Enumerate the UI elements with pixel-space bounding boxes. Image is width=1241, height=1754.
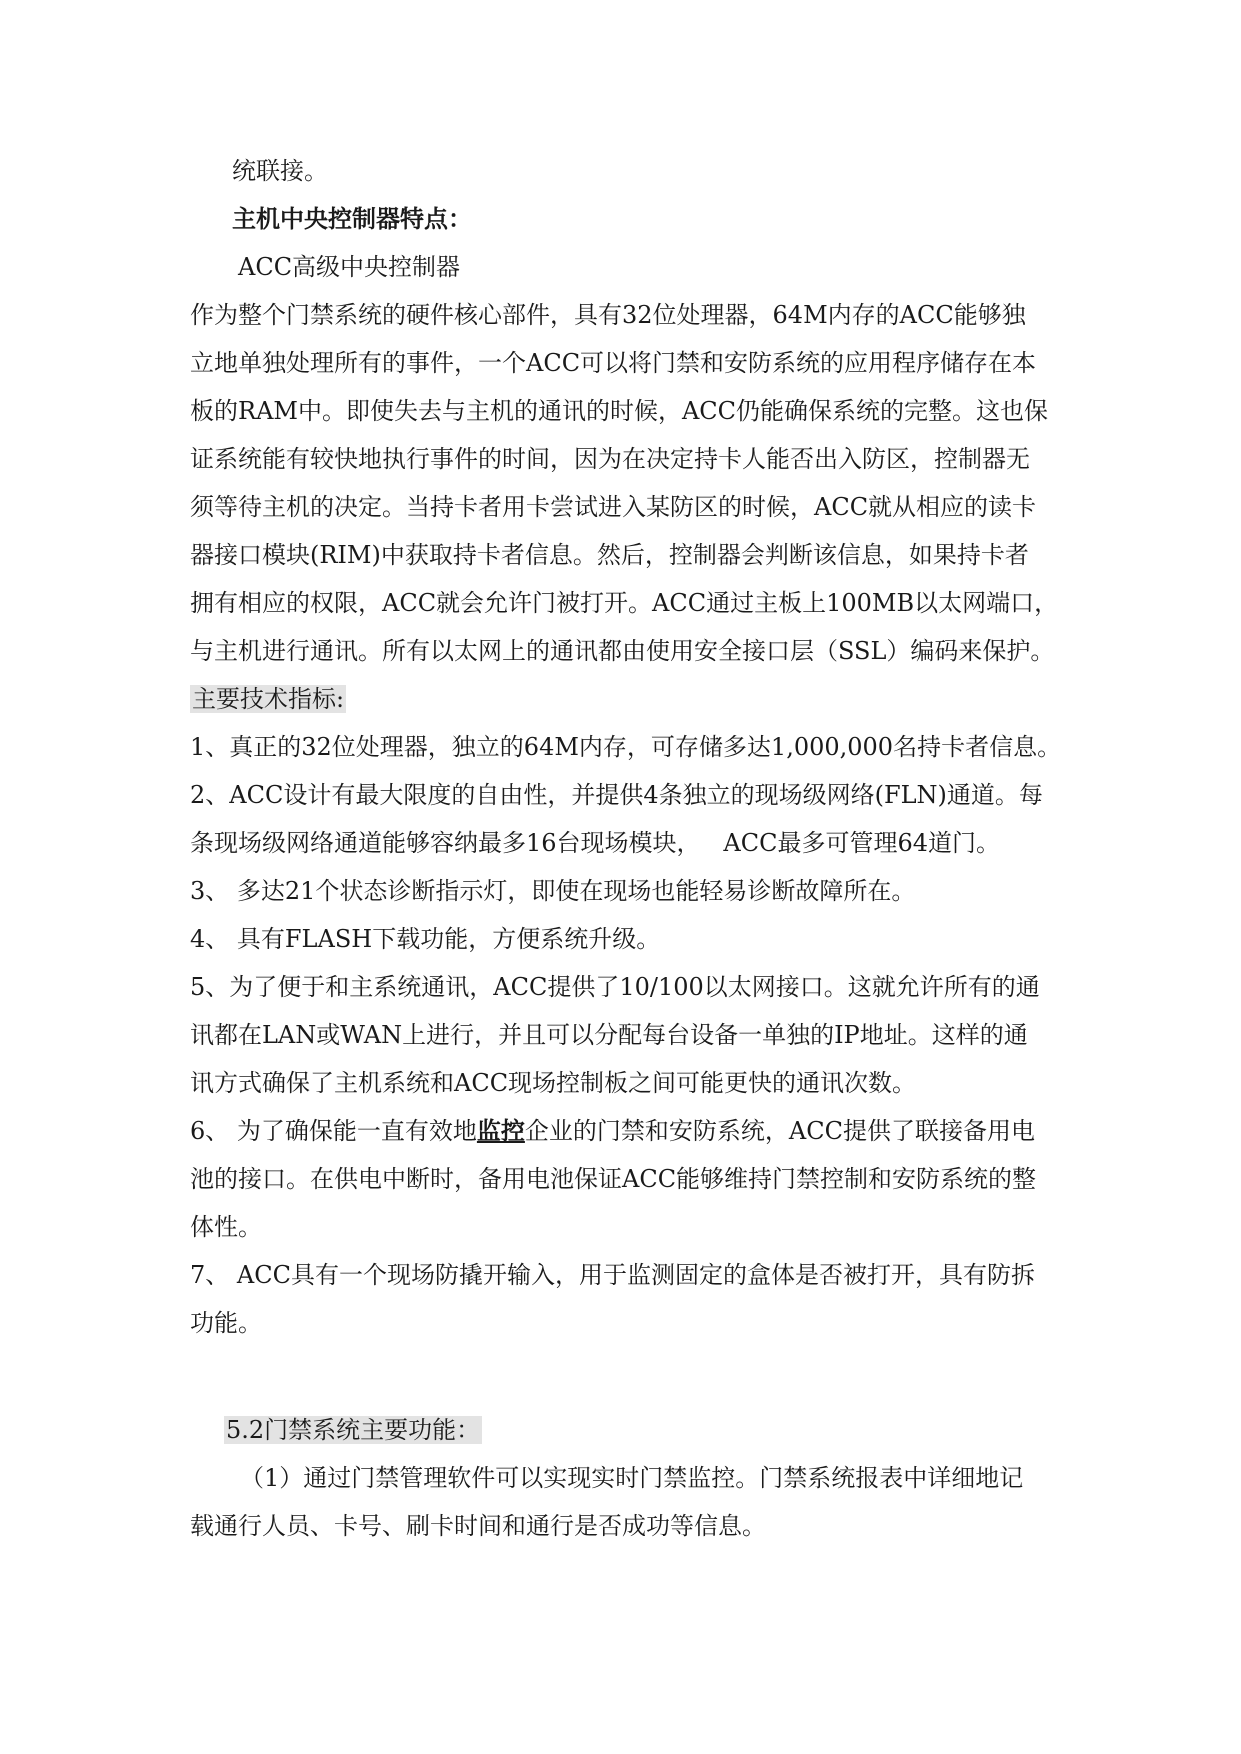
underlined-term: 监控 bbox=[476, 1116, 525, 1145]
text-line: 讯都在LAN或WAN上进行，并且可以分配每台设备一单独的IP地址。这样的通 bbox=[190, 1021, 1028, 1049]
text-line: 统联接。 bbox=[232, 157, 328, 185]
list-item bbox=[190, 1113, 1035, 1149]
text-line: 与主机进行通讯。所有以太网上的通讯都由使用安全接口层（SSL）编码来保护。 bbox=[190, 637, 1055, 665]
text-line: 体性。 bbox=[190, 1213, 262, 1241]
text-line: 条现场级网络通道能够容纳最多16台现场模块， ACC最多可管理64道门。 bbox=[190, 829, 1001, 857]
text-line: 池的接口。在供电中断时，备用电池保证ACC能够维持门禁控制和安防系统的整 bbox=[190, 1165, 1037, 1193]
section-heading bbox=[224, 1412, 482, 1448]
text-line: （1）通过门禁管理软件可以实现实时门禁监控。门禁系统报表中详细地记 bbox=[240, 1464, 1024, 1492]
text-line: 立地单独处理所有的事件，一个ACC可以将门禁和安防系统的应用程序储存在本 bbox=[190, 349, 1037, 377]
highlighted-heading: 5.2门禁系统主要功能： bbox=[226, 1416, 481, 1444]
list-item: 5、为了便于和主系统通讯，ACC提供了10/100以太网接口。这就允许所有的通 bbox=[190, 973, 1040, 1001]
text-line: 须等待主机的决定。当持卡者用卡尝试进入某防区的时候，ACC就从相应的读卡 bbox=[190, 493, 1037, 521]
subheading: ACC高级中央控制器 bbox=[238, 253, 461, 281]
text-line: 证系统能有较快地执行事件的时间，因为在决定持卡人能否出入防区，控制器无 bbox=[190, 445, 1030, 473]
list-item: 2、ACC设计有最大限度的自由性，并提供4条独立的现场级网络(FLN)通道。每 bbox=[190, 781, 1043, 809]
list-item: 7、 ACC具有一个现场防撬开输入，用于监测固定的盒体是否被打开，具有防拆 bbox=[190, 1261, 1035, 1289]
text-line: 讯方式确保了主机系统和ACC现场控制板之间可能更快的通讯次数。 bbox=[190, 1069, 917, 1097]
list-item: 1、真正的32位处理器，独立的64M内存，可存储多达1,000,000名持卡者信息。 bbox=[190, 733, 1062, 761]
specs-heading bbox=[190, 681, 346, 717]
text-line: 作为整个门禁系统的硬件核心部件，具有32位处理器，64M内存的ACC能够独 bbox=[190, 301, 1026, 329]
text-line: 功能。 bbox=[190, 1309, 262, 1337]
list-item: 4、 具有FLASH下载功能，方便系统升级。 bbox=[190, 925, 661, 953]
text-line: 载通行人员、卡号、刷卡时间和通行是否成功等信息。 bbox=[190, 1512, 766, 1540]
section-heading: 主机中央控制器特点： bbox=[232, 204, 472, 233]
text-line: 板的RAM中。即使失去与主机的通讯的时候，ACC仍能确保系统的完整。这也保 bbox=[190, 397, 1049, 425]
text-segment: 6、 为了确保能一直有效地 bbox=[190, 1117, 477, 1145]
text-line: 器接口模块(RIM)中获取持卡者信息。然后，控制器会判断该信息，如果持卡者 bbox=[190, 541, 1029, 569]
list-item: 3、 多达21个状态诊断指示灯，即使在现场也能轻易诊断故障所在。 bbox=[190, 877, 916, 905]
text-line: 拥有相应的权限，ACC就会允许门被打开。ACC通过主板上100MB以太网端口， bbox=[190, 589, 1059, 617]
text-segment: 企业的门禁和安防系统，ACC提供了联接备用电 bbox=[524, 1117, 1035, 1145]
highlighted-heading: 主要技术指标: bbox=[192, 685, 345, 713]
